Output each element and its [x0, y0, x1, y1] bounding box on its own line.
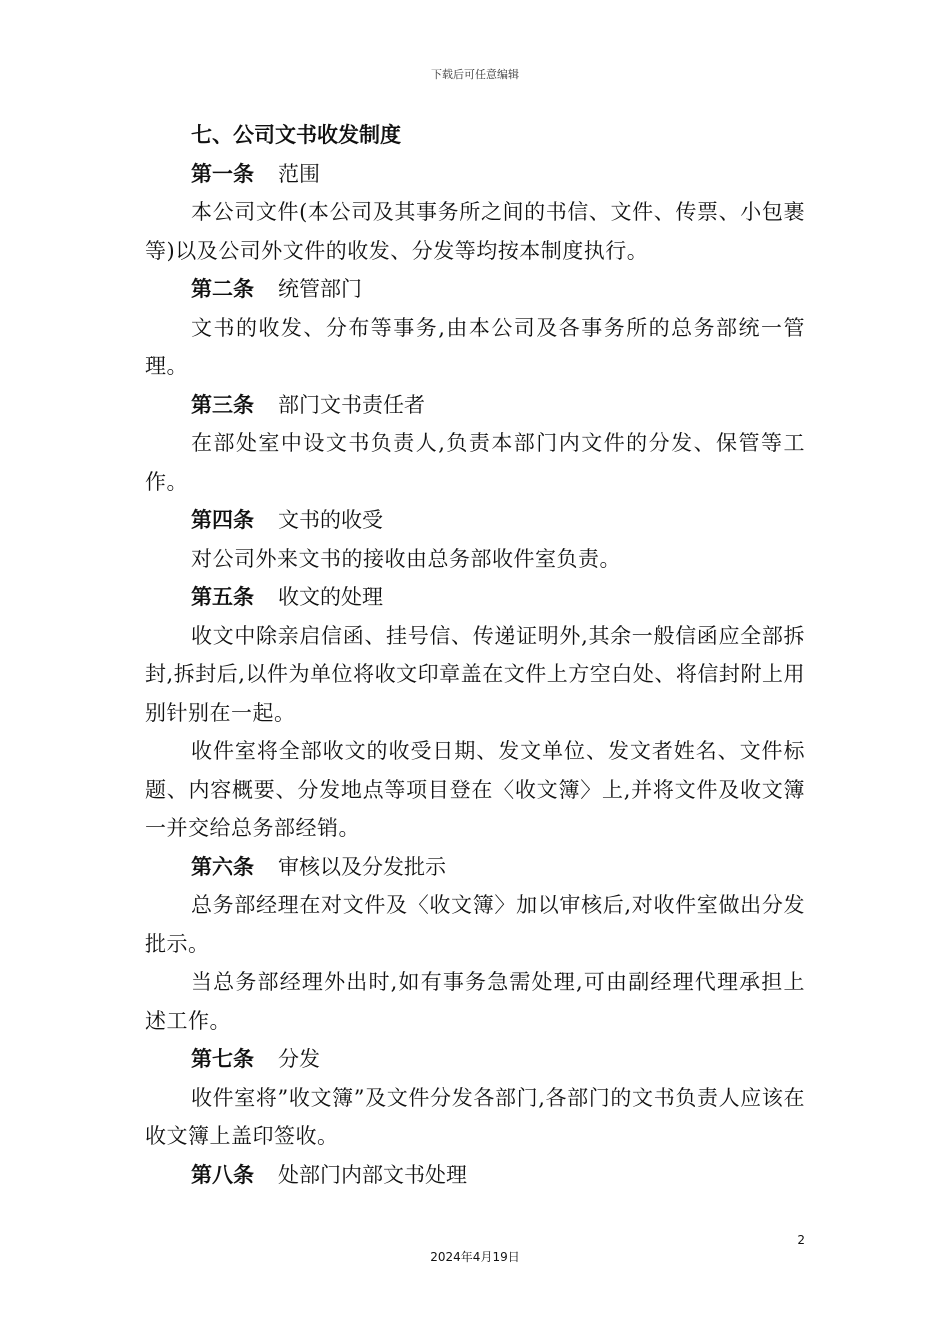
page-header: 下载后可任意编辑	[431, 68, 519, 81]
article-title: 审核以及分发批示	[278, 854, 446, 879]
article-heading	[145, 1040, 805, 1079]
article-paragraph: 收件室将”收文簿”及文件分发各部门,各部门的文书负责人应该在收文簿上盖印签收。	[145, 1085, 805, 1148]
article-heading	[145, 501, 805, 540]
article-paragraph: 当总务部经理外出时,如有事务急需处理,可由副经理代理承担上述工作。	[145, 970, 805, 1033]
article-number: 第七条	[191, 1047, 254, 1071]
page-footer-date: 2024年4月19日	[430, 1250, 520, 1264]
article-title: 范围	[278, 161, 320, 186]
article-heading	[145, 1156, 805, 1195]
article-heading	[145, 155, 805, 194]
article-title: 分发	[278, 1047, 320, 1071]
article-paragraph: 收件室将全部收文的收受日期、发文单位、发文者姓名、文件标题、内容概要、分发地点等项目登在〈收文簿〉上,并将文件及收文簿一并交给总务部经销。	[145, 739, 805, 840]
section-title: 七、公司文书收发制度	[191, 123, 401, 147]
article-title: 处部门内部文书处理	[278, 1162, 467, 1187]
article-number: 第四条	[191, 508, 254, 532]
article-number: 第五条	[191, 585, 254, 609]
article-number: 第六条	[191, 854, 254, 879]
page-number: 2	[797, 1233, 805, 1247]
article-heading	[145, 848, 805, 887]
article-heading	[145, 578, 805, 617]
article-heading	[145, 386, 805, 425]
article-title: 部门文书责任者	[278, 392, 425, 417]
article-number: 第一条	[191, 161, 254, 186]
article-number: 第八条	[191, 1162, 254, 1187]
document-body	[145, 116, 805, 1194]
article-title: 统管部门	[278, 277, 362, 301]
article-paragraph: 对公司外来文书的接收由总务部收件室负责。	[191, 546, 621, 571]
article-paragraph: 总务部经理在对文件及〈收文簿〉加以审核后,对收件室做出分发批示。	[145, 893, 805, 956]
article-title: 收文的处理	[278, 585, 383, 609]
article-number: 第二条	[191, 277, 254, 301]
article-title: 文书的收受	[278, 508, 383, 532]
article-number: 第三条	[191, 392, 254, 417]
article-paragraph: 本公司文件(本公司及其事务所之间的书信、文件、传票、小包裹等)以及公司外文件的收发、分发等均按本制度执行。	[145, 200, 805, 263]
article-paragraph: 文书的收发、分布等事务,由本公司及各事务所的总务部统一管理。	[145, 315, 805, 378]
article-heading	[145, 270, 805, 309]
article-paragraph: 收文中除亲启信函、挂号信、传递证明外,其余一般信函应全部拆封,拆封后,以件为单位将收文印章盖在文件上方空白处、将信封附上用别针别在一起。	[145, 623, 805, 725]
article-paragraph: 在部处室中设文书负责人,负责本部门内文件的分发、保管等工作。	[145, 431, 805, 494]
